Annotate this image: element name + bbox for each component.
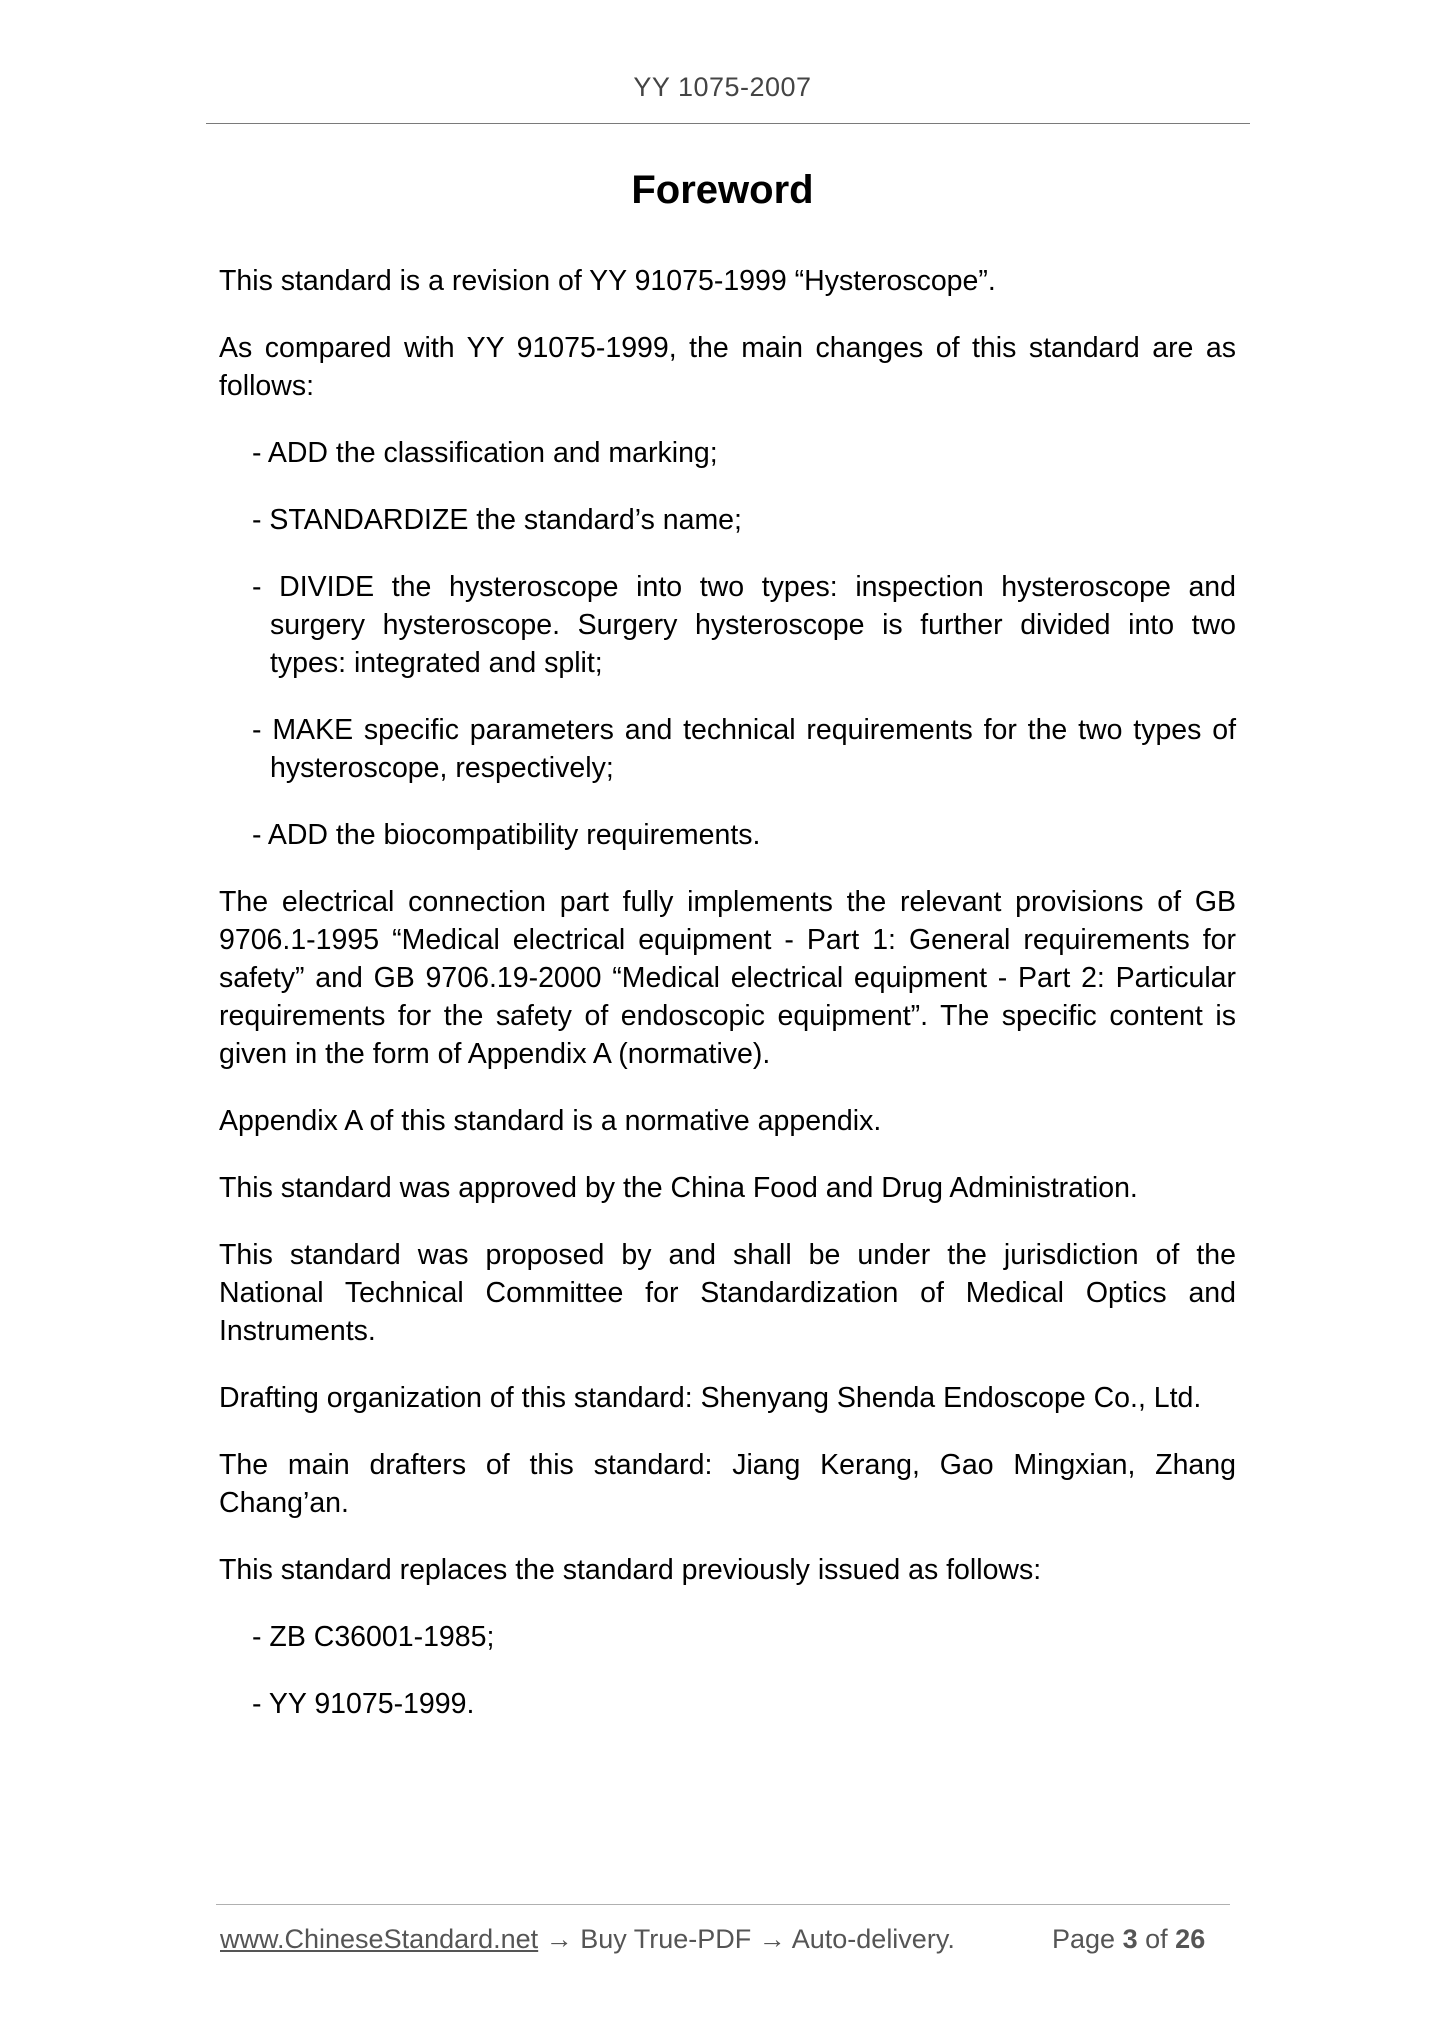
paragraph-electrical: The electrical connection part fully implements the relevant provisions of GB 9706.1-1995 “Medical electrical equipment - Part 1: General requirements for safety” and GB 9706.19-2000 “Medical electrical equipment - Part 2: Particular requirements for the safety of endoscopic equipment”. The specific content is given in the form of Appendix A (normative). (219, 886, 1236, 1070)
page-label: Page (1052, 1924, 1116, 1954)
paragraph-approval: This standard was approved by the China Food and Drug Administration. (219, 1172, 1138, 1204)
page-of-label: of (1145, 1924, 1168, 1954)
paragraph-replaces: This standard replaces the standard previously issued as follows: (219, 1554, 1042, 1586)
header-divider (206, 123, 1250, 124)
list-item-change: - MAKE specific parameters and technical requirements for the two types of hysteroscope, respectively; (252, 714, 1236, 784)
footer-promo (220, 1924, 955, 1955)
page-current: 3 (1122, 1924, 1138, 1954)
page-total: 26 (1175, 1924, 1206, 1954)
paragraph-drafting-org: Drafting organization of this standard: Shenyang Shenda Endoscope Co., Ltd. (219, 1382, 1202, 1414)
list-item-replaced: - ZB C36001-1985; (252, 1621, 495, 1653)
list-item-change: - STANDARDIZE the standard’s name; (252, 504, 742, 536)
paragraph-revision: This standard is a revision of YY 91075-1999 “Hysteroscope”. (219, 265, 996, 297)
paragraph-appendix: Appendix A of this standard is a normative appendix. (219, 1105, 882, 1137)
document-id-header: YY 1075-2007 (633, 72, 812, 102)
foreword-body (219, 262, 1236, 1752)
paragraph-changes-intro: As compared with YY 91075-1999, the main changes of this standard are as follows: (219, 332, 1236, 402)
list-item-replaced: - YY 91075-1999. (252, 1688, 475, 1720)
promo-text: → Buy True-PDF → Auto-delivery. (538, 1924, 955, 1954)
paragraph-jurisdiction: This standard was proposed by and shall be under the jurisdiction of the National Technical Committee for Standardization of Medical Optics and Instruments. (219, 1239, 1236, 1347)
list-item-change: - ADD the biocompatibility requirements. (252, 819, 761, 851)
paragraph-drafters: The main drafters of this standard: Jiang Kerang, Gao Mingxian, Zhang Chang’an. (219, 1449, 1236, 1519)
list-item-change: - DIVIDE the hysteroscope into two types: inspection hysteroscope and surgery hysteroscope. Surgery hysteroscope is further divided into two types: integrated and split; (252, 571, 1236, 679)
page-title: Foreword (631, 168, 814, 212)
footer-divider (216, 1904, 1230, 1905)
site-link[interactable]: www.ChineseStandard.net (220, 1924, 539, 1954)
list-item-change: - ADD the classification and marking; (252, 437, 718, 469)
page-number (1052, 1924, 1205, 1955)
